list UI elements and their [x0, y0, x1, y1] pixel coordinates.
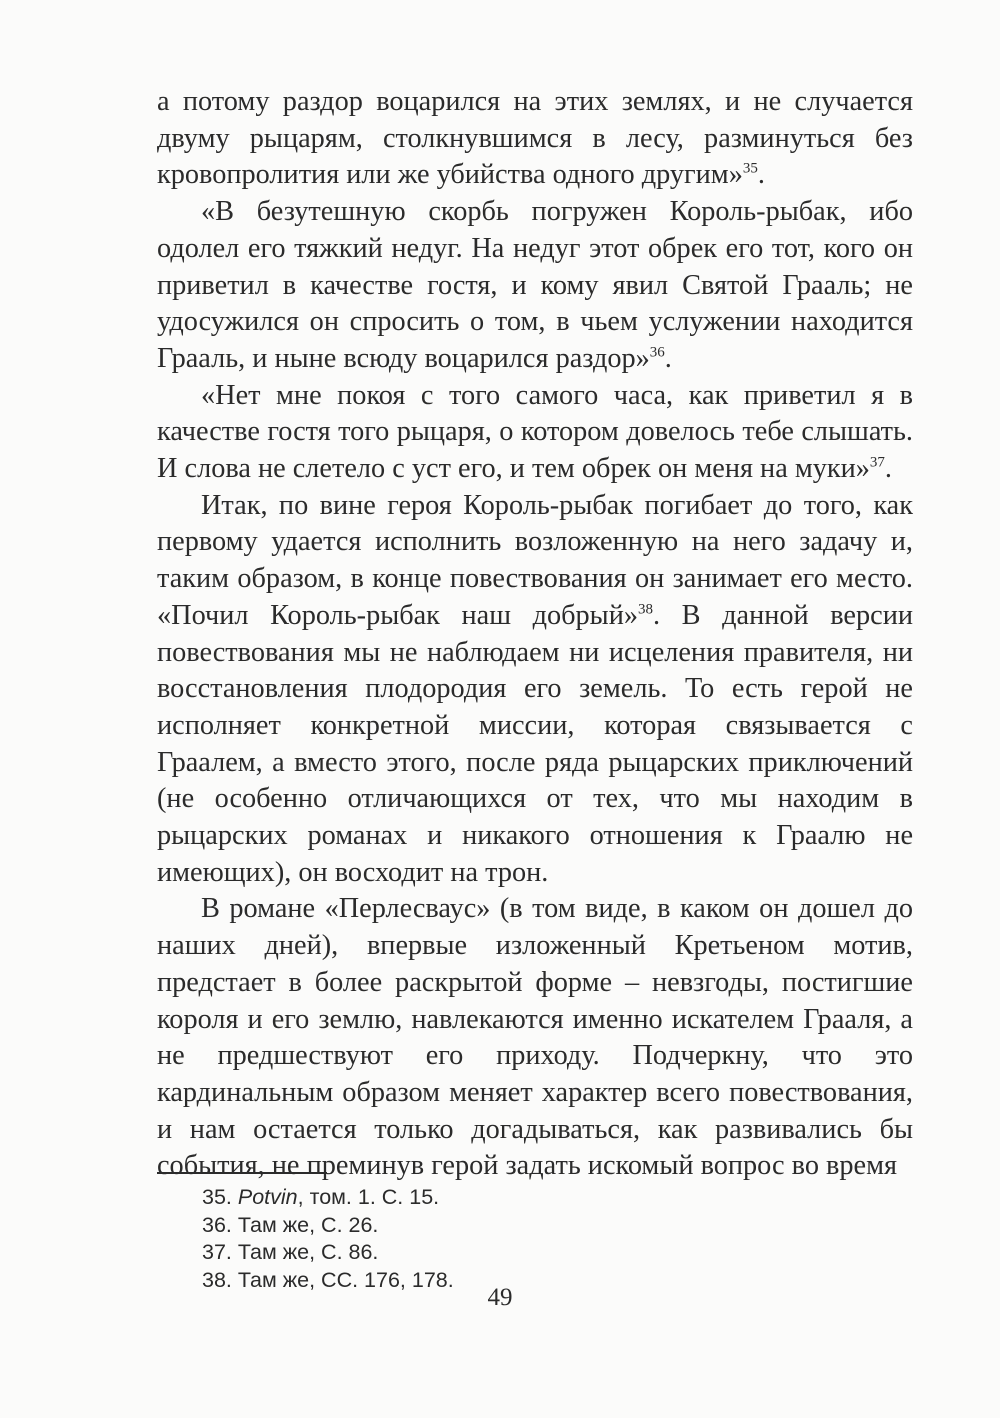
footnote-ref-35[interactable]: 35	[742, 160, 758, 177]
footnote-37: 37. Там же, С. 86.	[202, 1240, 379, 1264]
footnote-ref-36[interactable]: 36	[649, 344, 665, 361]
main-text	[157, 84, 913, 1185]
footnote-author: Potvin	[237, 1185, 298, 1209]
footnote-35: 35. Potvin, том. 1. С. 15.	[202, 1185, 440, 1209]
footnotes	[202, 1184, 902, 1294]
footnote-38: 38. Там же, СС. 176, 178.	[202, 1267, 454, 1292]
paragraph-4: Итак, по вине героя Король-рыбак погибает до того, как первому удается исполнить возложенную на него задачу и, таким образом, в конце повествования он занимает его место. «Почил Король-рыбак наш добрый»$^{38}$. В данной версии повествования мы не наблюдаем ни исцеления правителя, ни восстановления плодородия его земель. То есть герой не исполняет конкретной миссии, которая связывается с Граалем, а вместо этого, после ряда рыцарских приключений (не особенно отличающихся от тех, что мы находим в рыцарских романах и никакого отношения к Граалю не имеющих), он восходит на трон.	[157, 489, 913, 888]
paragraph-3: «Нет мне покоя с того самого часа, как приветил я в качестве гостя того рыцаря, о котором довелось тебе слышать. И слова не слетело с уст его, и тем обрек он меня на муки»$^{37}$.	[157, 379, 913, 485]
paragraph-2: «В безутешную скорбь погружен Король-рыбак, ибо одолел его тяжкий недуг. На недуг этот обрек его тот, кого он приветил в качестве гостя, и кому явил Святой Грааль; не удосужился он спросить о том, в чьем услужении находится Грааль, и ныне всюду воцарился раздор»$^{36}$.	[157, 196, 913, 374]
page-number: 49	[487, 1284, 513, 1311]
footnote-ref-38[interactable]: 38	[638, 601, 653, 618]
paragraph-5: В романе «Перлесваус» (в том виде, в каком он дошел до наших дней), впервые изложенный Кретьеном мотив, предстает в более раскрытой форме – невзгоды, постигшие короля и его землю, навлекаются именно искателем Грааля, а не предшествуют его приходу. Подчеркну, что это кардинальным образом меняет характер всего повествования, и нам остается только догадываться, как развивались бы события, не преминув герой задать искомый вопрос во время	[157, 893, 913, 1182]
footnote-36: 36. Там же, С. 26.	[202, 1212, 379, 1237]
footnote-divider	[157, 1172, 327, 1174]
footnote-ref-37[interactable]: 37	[869, 454, 885, 471]
paragraph-1: а потому раздор воцарился на этих землях, и не случается двуму рыцарям, столкнувшимся в лесу, разминуться без кровопролития или же убийства одного другим»$^{35}$.	[157, 86, 913, 191]
